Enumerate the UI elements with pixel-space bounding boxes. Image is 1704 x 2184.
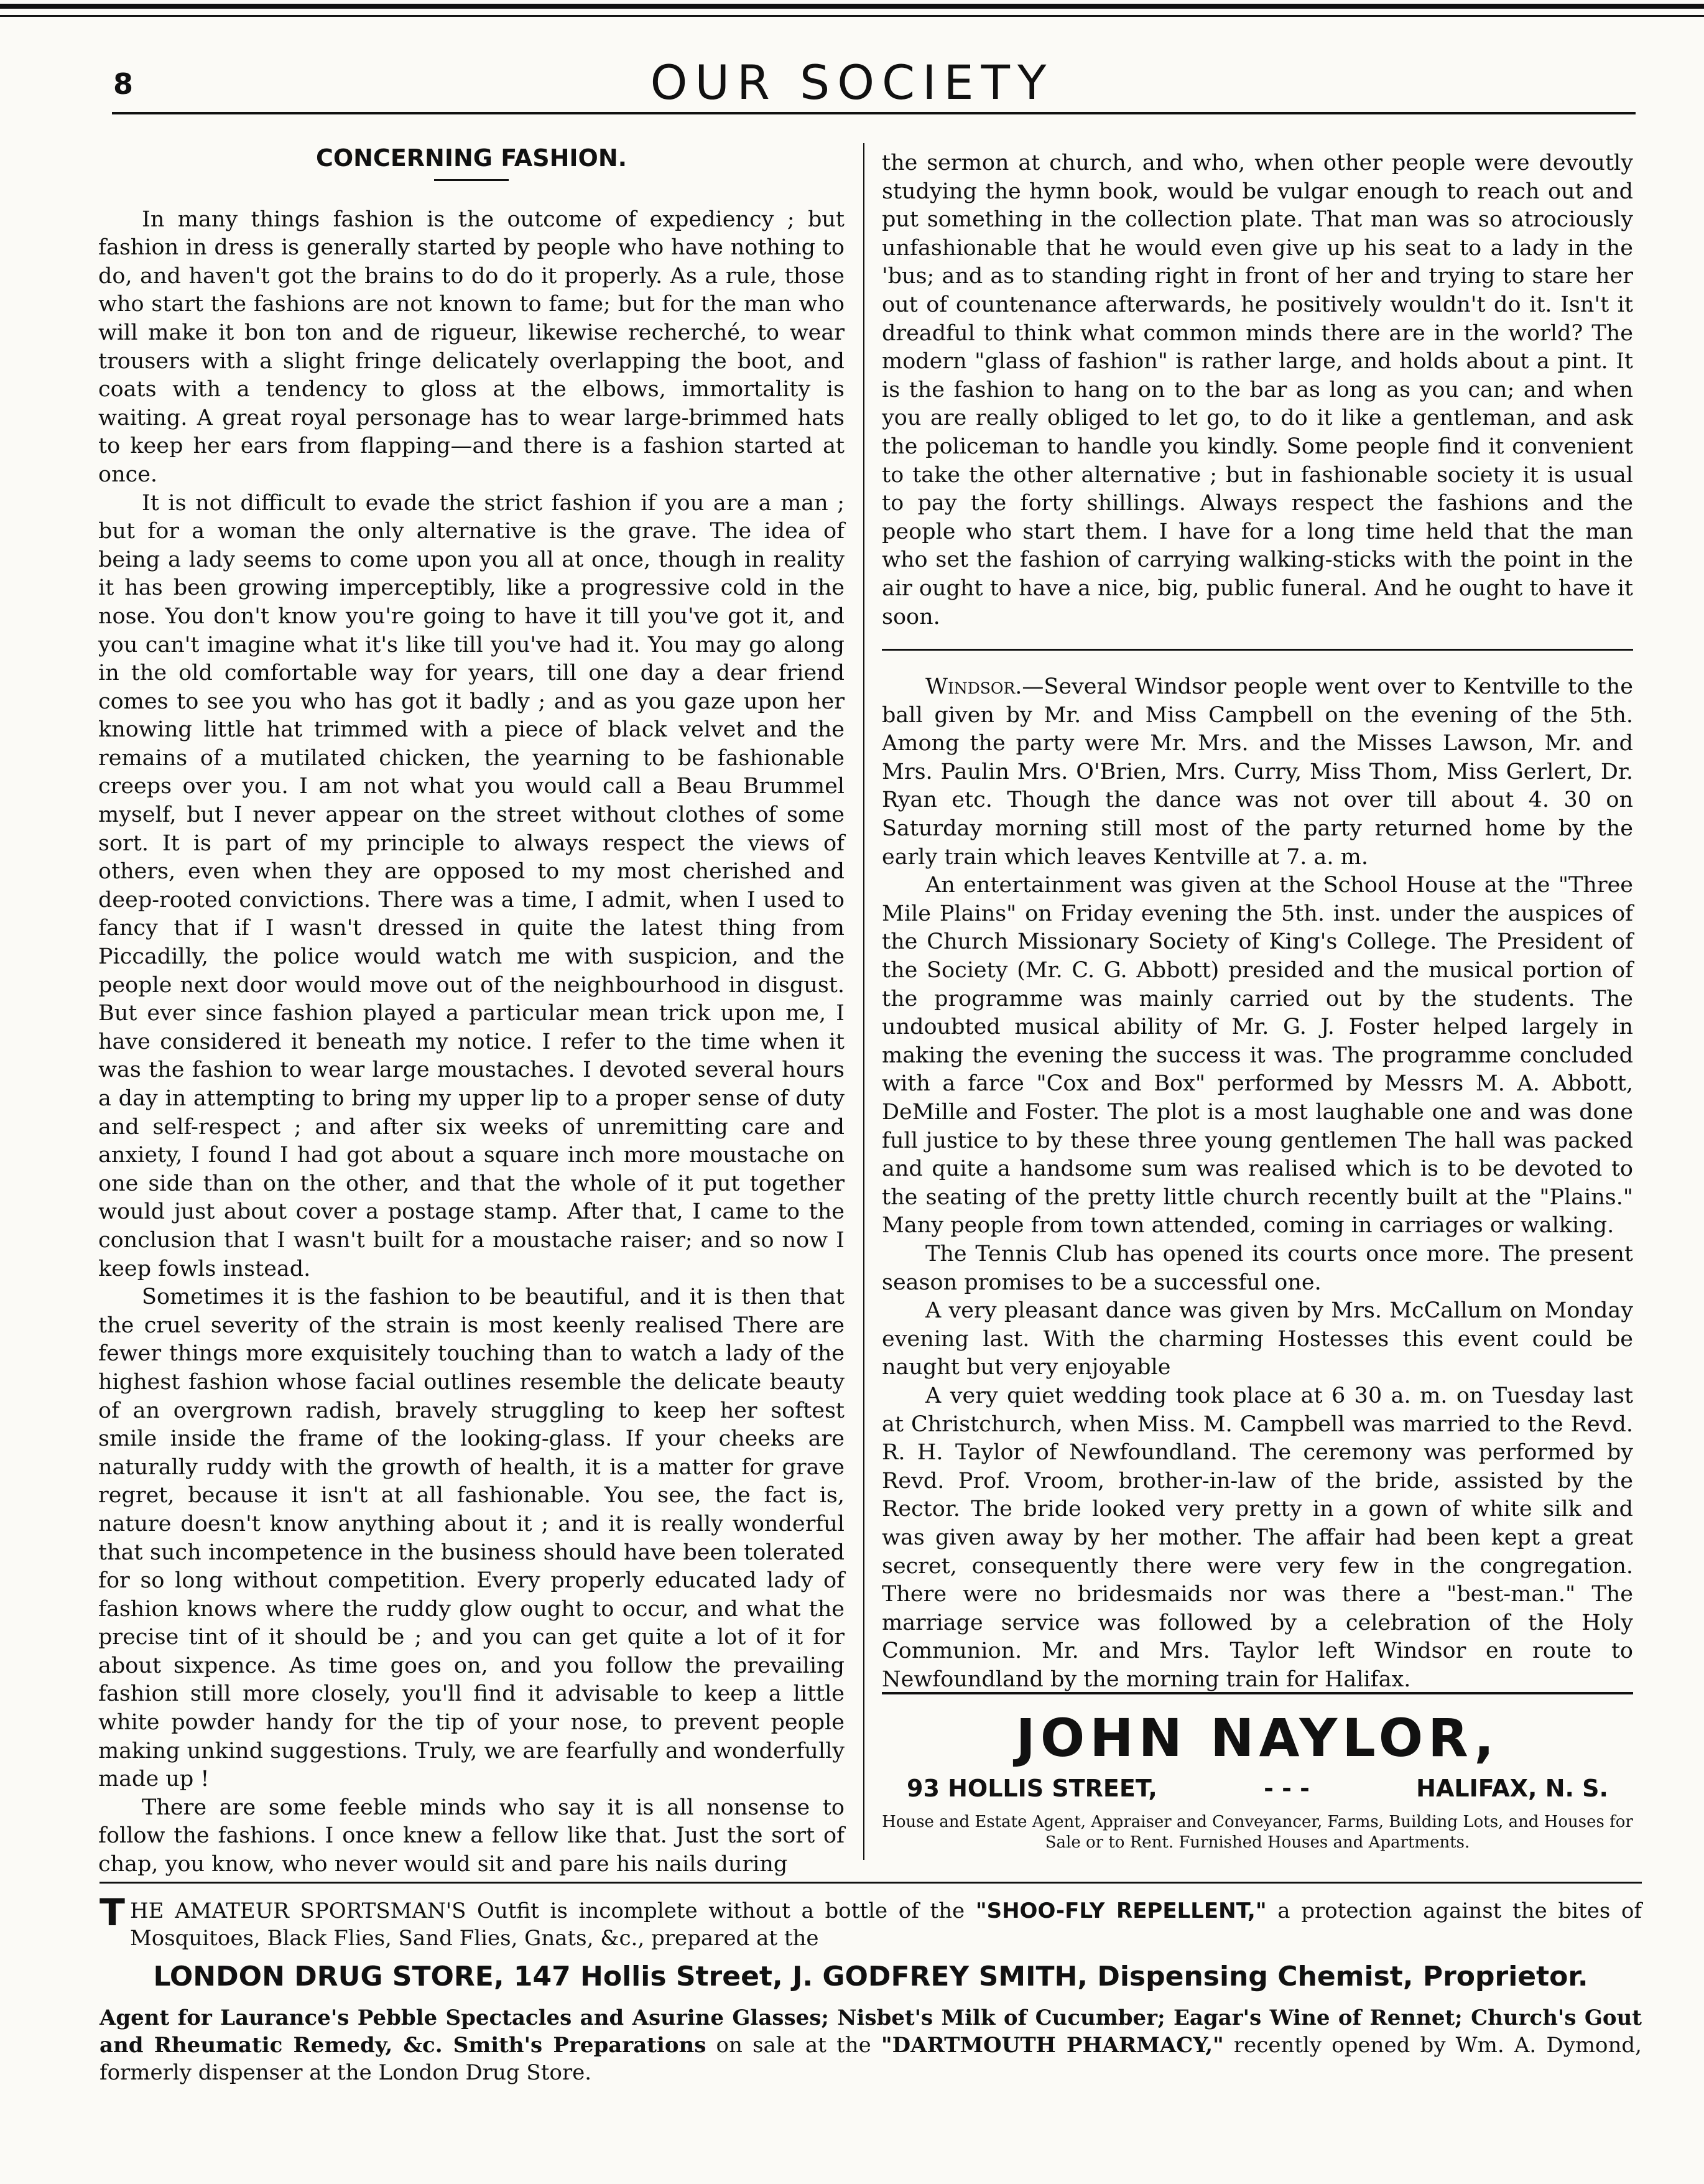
agent-text: Agent for Laurance's Pebble Spectacles and Asurine Glasses; Nisbet's Milk of Cucumber; Eagar's Wine of Rennet; Church's Gout and Rheumatic Remedy, &c. Smith's Preparations [100, 2005, 1642, 2058]
top-rule-thin [0, 15, 1704, 17]
top-rule [0, 4, 1704, 9]
product-name: "SHOO-FLY REPELLENT," [975, 1898, 1267, 1923]
naylor-city: HALIFAX, N. S. [1416, 1775, 1608, 1802]
naylor-name: JOHN NAYLOR, [1016, 1708, 1499, 1768]
drug-store-advertisement [100, 1891, 1642, 2086]
column-divider [863, 143, 864, 1860]
pharmacy-name: "DARTMOUTH PHARMACY," [881, 2033, 1224, 2058]
windsor-paragraph: A very quiet wedding took place at 6 30 a. m. on Tuesday last at Christchurch, when Miss. M. Campbell was married to the Revd. R. H. Taylor of Newfoundland. The ceremony was performed by Revd. Prof. Vroom, brother-in-law of the bride, assisted by the Rector. The bride looked very pretty in a gown of white silk and was given away by her mother. The affair had been kept a great secret, consequently there were very few in the congregation. There were no bridesmaids nor was there a "best-man." The marriage service was followed by a celebration of the Holy Communion. Mr. and Mrs. Taylor left Windsor en route to Newfoundland by the morning train for Halifax. [882, 1383, 1633, 1692]
windsor-paragraph: The Tennis Club has opened its courts once more. The present season promises to be a successful one. [882, 1241, 1633, 1295]
windsor-paragraph [882, 673, 1633, 871]
article-paragraph: Sometimes it is the fashion to be beautiful, and it is then that the cruel severity of the strain is most keenly realised There are fewer things more exquisitely touching than to watch a lady of the highest fashion whose facial outlines resemble the delicate beauty of an overgrown radish, bravely struggling to keep her softest smile inside the frame of the looking-glass. If your cheeks are naturally ruddy with the growth of health, it is a matter for grave regret, because it isn't at all fashionable. You see, the fact is, nature doesn't know anything about it ; and it is really wonderful that such incompetence in the business should have been tolerated for so long without competition. Every properly educated lady of fashion knows where the ruddy glow ought to occur, and what the precise tint of it should be ; and you can get quite a lot of it for about sixpence. As time goes on, and you follow the prevailing fashion still more closely, you'll find it advisable to keep a little white powder handy for the tip of your nose, to prevent people making unkind suggestions. Truly, we are fearfully and wonderfully made up ! [98, 1285, 845, 1792]
article-paragraph: There are some feeble minds who say it is all nonsense to follow the fashions. I once knew a fellow like that. Just the sort of chap, you know, who never would sit and pare his nails during [98, 1795, 845, 1877]
windsor-label: Windsor. [925, 674, 1022, 700]
naylor-street: 93 HOLLIS STREET, [907, 1775, 1157, 1802]
article-heading: CONCERNING FASHION. [315, 144, 627, 172]
naylor-address [882, 1775, 1633, 1802]
naylor-advertisement [882, 1708, 1633, 1853]
intro-rest: a protection against the bites of Mosquitoes, Black Flies, Sand Flies, Gnats, &c., prepared at the [129, 1898, 1642, 1951]
article-paragraph: In many things fashion is the outcome of expediency ; but fashion in dress is generally started by people who have nothing to do, and haven't got the brains to do do it properly. As a rule, those who start the fashions are not known to fame; but for the man who will make it bon ton and de rigueur, likewise recherché, to wear trousers with a slight fringe delicately overlapping the boot, and coats with a tendency to gloss at the elbows, immortality is waiting. A great royal personage has to wear large-brimmed hats to keep her ears from flapping—and there is a fashion started at once. [98, 207, 845, 487]
naylor-description: House and Estate Agent, Appraiser and Conveyancer, Farms, Building Lots, and Houses for Sale or to Rent. Furnished Houses and Apartments. [882, 1813, 1633, 1852]
page-number: 8 [113, 67, 134, 101]
windsor-paragraph: An entertainment was given at the School House at the "Three Mile Plains" on Friday evening the 5th. inst. under the auspices of the Church Missionary Society of King's College. The President of the Society (Mr. C. G. Abbott) presided and the musical portion of the programme was mainly carried out by the students. The undoubted musical ability of Mr. G. J. Foster helped largely in making the evening the success it was. The programme concluded with a farce "Cox and Box" performed by Messrs M. A. Abbott, DeMille and Foster. The plot is a most laughable one and was done full justice to by these three young gentlemen The hall was packed and quite a handsome sum was realised which is to be devoted to the seating of the pretty little church recently built at the "Plains." Many people from town attended, coming in carriages or walking. [882, 873, 1633, 1238]
right-column [882, 149, 1633, 1694]
intro-text: HE AMATEUR SPORTSMAN'S Outfit is incomplete without a bottle of the [129, 1898, 965, 1923]
left-column [98, 144, 845, 1879]
store-line: LONDON DRUG STORE, 147 Hollis Street, J. GODFREY SMITH, Dispensing Chemist, Proprietor. [153, 1961, 1588, 1992]
bottom-ad-rule [100, 1882, 1642, 1884]
ad-top-rule [882, 1692, 1633, 1694]
article-paragraph: It is not difficult to evade the strict fashion if you are a man ; but for a woman the only alternative is the grave. The idea of being a lady seems to come upon you all at once, though in reality it has been growing imperceptibly, like a progressive cold in the nose. You don't know you're going to have it till you've got it, and you can't imagine what it's like till you've had it. You may go along in the old comfortable way for years, till one day a dear friend comes to see you who has got it badly ; and as you gaze upon her knowing little hat trimmed with a piece of black velvet and the remains of a mutilated chicken, the yearning to be fashionable creeps over you. I am not what you would call a Beau Brummel myself, but I never appear on the street without clothes of some sort. It is part of my principle to always respect the views of others, even when they are opposed to my most cherished and deep-rooted convictions. There was a time, I admit, when I used to fancy that if I wasn't dressed in quite the latest thing from Piccadilly, the police would watch me with suspicion, and the people next door would move out of the neighbourhood in disgust. But ever since fashion played a particular mean trick upon me, I have considered it beneath my notice. I refer to the time when it was the fashion to wear large moustaches. I devoted several hours a day in attempting to bring my upper lip to a proper sense of duty and self-respect ; and after six weeks of unremitting care and anxiety, I found I had got about a square inch more moustache on one side than on the other, and that the whole of it put together would just about cover a postage stamp. After that, I came to the conclusion that I wasn't built for a moustache raiser; and so now I keep fowls instead. [98, 490, 845, 1281]
section-divider [882, 649, 1633, 651]
agent-text-block [100, 2004, 1642, 2086]
masthead-rule [112, 112, 1636, 114]
drug-store-intro [100, 1891, 1642, 1952]
drop-cap: T [100, 1891, 125, 1935]
heading-rule [434, 179, 509, 181]
article-continuation: the sermon at church, and who, when other people were devoutly studying the hymn book, would be vulgar enough to reach out and put something in the collection plate. That man was so atrociously unfashionable that he would even give up his seat to a lady in the 'bus; and as to standing right in front of her and trying to stare her out of countenance afterwards, he positively wouldn't do it. Isn't it dreadful to think what common minds there are in the world? The modern "glass of fashion" is rather large, and holds about a pint. It is the fashion to hang on to the bar as long as you can; and when you are really obliged to let go, to do it like a gentleman, and ask the policeman to handle you kindly. Some people find it convenient to take the other alternative ; but in fashionable society it is usual to pay the forty shillings. Always respect the fashions and the people who start them. I have for a long time held that the man who set the fashion of carrying walking-sticks with the point in the air ought to have a nice, big, public funeral. And he ought to have it soon. [882, 151, 1633, 630]
windsor-paragraph: A very pleasant dance was given by Mrs. McCallum on Monday evening last. With the charming Hostesses this event could be naught but very enjoyable [882, 1298, 1633, 1380]
windsor-text: —Several Windsor people went over to Kentville to the ball given by Mr. and Miss Campbell on the evening of the 5th. Among the party were Mr. Mrs. and the Misses Lawson, Mr. and Mrs. Paulin Mrs. O'Brien, Mrs. Curry, Miss Thom, Miss Gerlert, Dr. Ryan etc. Though the dance was not over till about 4. 30 on Saturday morning still most of the party returned home by the early train which leaves Kentville at 7. a. m. [882, 674, 1633, 870]
agent-sale: on sale at the [716, 2033, 871, 2058]
closing-text: recently opened by Wm. A. Dymond, formerly dispenser at the London Drug Store. [100, 2033, 1642, 2085]
masthead-title: OUR SOCIETY [650, 55, 1054, 110]
naylor-dashes: - - - [1264, 1775, 1310, 1802]
